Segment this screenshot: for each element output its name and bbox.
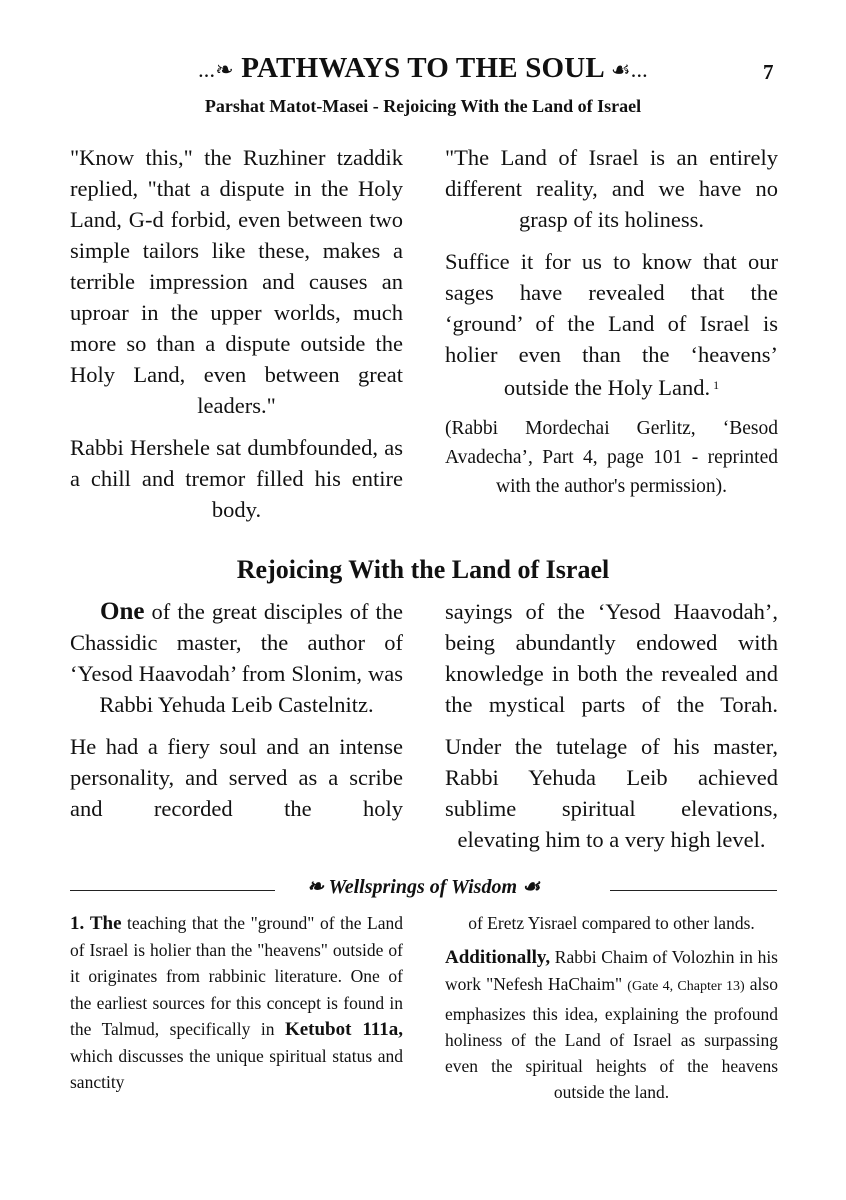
citation: (Rabbi Mordechai Gerlitz, ‘Besod Avadecha’, Part 4, page 101 - reprinted with the author's permission). (445, 418, 778, 497)
footnote-text (70, 910, 403, 1095)
footnote-1 (70, 910, 403, 1103)
paragraph-text: Suffice it for us to know that our sages have revealed that the ‘ground’ of the Land of Israel is holier even than the ‘heavens’ outside the Holy Land. (445, 249, 778, 400)
footnote-source: Ketubot 111a, (284, 1018, 403, 1040)
top-right-column (445, 142, 778, 512)
paragraph: Rabbi Hershele sat dumbfounded, as a chill and tremor filled his entire body. (70, 435, 403, 522)
footnote-body: Rabbi Chaim of Volozhin in his work "Nefesh HaChaim" (445, 947, 778, 995)
lead-word: One (100, 598, 145, 625)
paragraph: "Know this," the Ruzhiner tzaddik replied, "that a dispute in the Holy Land, G-d forbid, even between two simple tailors like these, makes a terrible impression and causes an uproar in the upper worlds, much more so than a dispute outside the Holy Land, even between great leaders." (70, 145, 403, 418)
footnotes-divider (70, 874, 777, 904)
page-number: 7 (763, 60, 774, 84)
running-header (0, 52, 846, 85)
book-title: PATHWAYS TO THE SOUL (241, 52, 604, 84)
paragraph: "The Land of Israel is an entirely different reality, and we have no grasp of its holiness. (445, 145, 778, 232)
footnote-continued (445, 910, 778, 1113)
footnote-body: which discusses the unique spiritual status and sanctity (70, 1046, 403, 1093)
footnote-body: teaching that the "ground" of the Land of Israel is holier than the "heavens" outside of it originates from rabbinic literature. One of the earliest sources for this concept is found in the Talmud, specifically in (70, 913, 403, 1039)
paragraph: He had a fiery soul and an intense personality, and served as a scribe and recorded the holy (70, 734, 403, 821)
paragraph-text: of the great disciples of the Chassidic master, the author of ‘Yesod Haavodah’ from Slonim, was Rabbi Yehuda Leib Castelnitz. (70, 599, 403, 717)
ornament-right-icon: ☙... (610, 57, 648, 82)
chapter-subtitle: Parshat Matot-Masei - Rejoicing With the Land of Israel (204, 96, 642, 116)
footnote-label: 1. The (70, 913, 122, 934)
footnote-text (445, 944, 778, 1105)
footnote-text: of Eretz Yisrael compared to other lands. (468, 913, 755, 933)
paragraph: sayings of the ‘Yesod Haavodah’, being abundantly endowed with knowledge in both the revealed and the mystical parts of the Torah. (445, 599, 778, 717)
footnote-ref-detail: (Gate 4, Chapter 13) (627, 979, 745, 995)
footnote-bold: Additionally, (445, 947, 551, 969)
section-left-column (70, 596, 403, 835)
section-heading: Rejoicing With the Land of Israel (236, 555, 610, 584)
footnote-ref[interactable]: 1 (713, 378, 720, 392)
section-right-column (445, 596, 778, 866)
top-left-column (70, 142, 403, 536)
footnotes-title: ❧ Wellsprings of Wisdom ☙ (307, 876, 540, 898)
paragraph (445, 246, 778, 403)
ornament-left-icon: ...❧ (198, 57, 234, 82)
paragraph (70, 596, 403, 720)
paragraph: Under the tutelage of his master, Rabbi Yehuda Leib achieved sublime spiritual elevations, elevating him to a very high level. (445, 734, 778, 852)
footnotes-title-text: Wellsprings of Wisdom (328, 876, 518, 898)
footnote-body: also emphasizes this idea, explaining the profound holiness of the Land of Israel as surpassing even the spiritual heights of the heavens outside the land. (445, 974, 778, 1103)
